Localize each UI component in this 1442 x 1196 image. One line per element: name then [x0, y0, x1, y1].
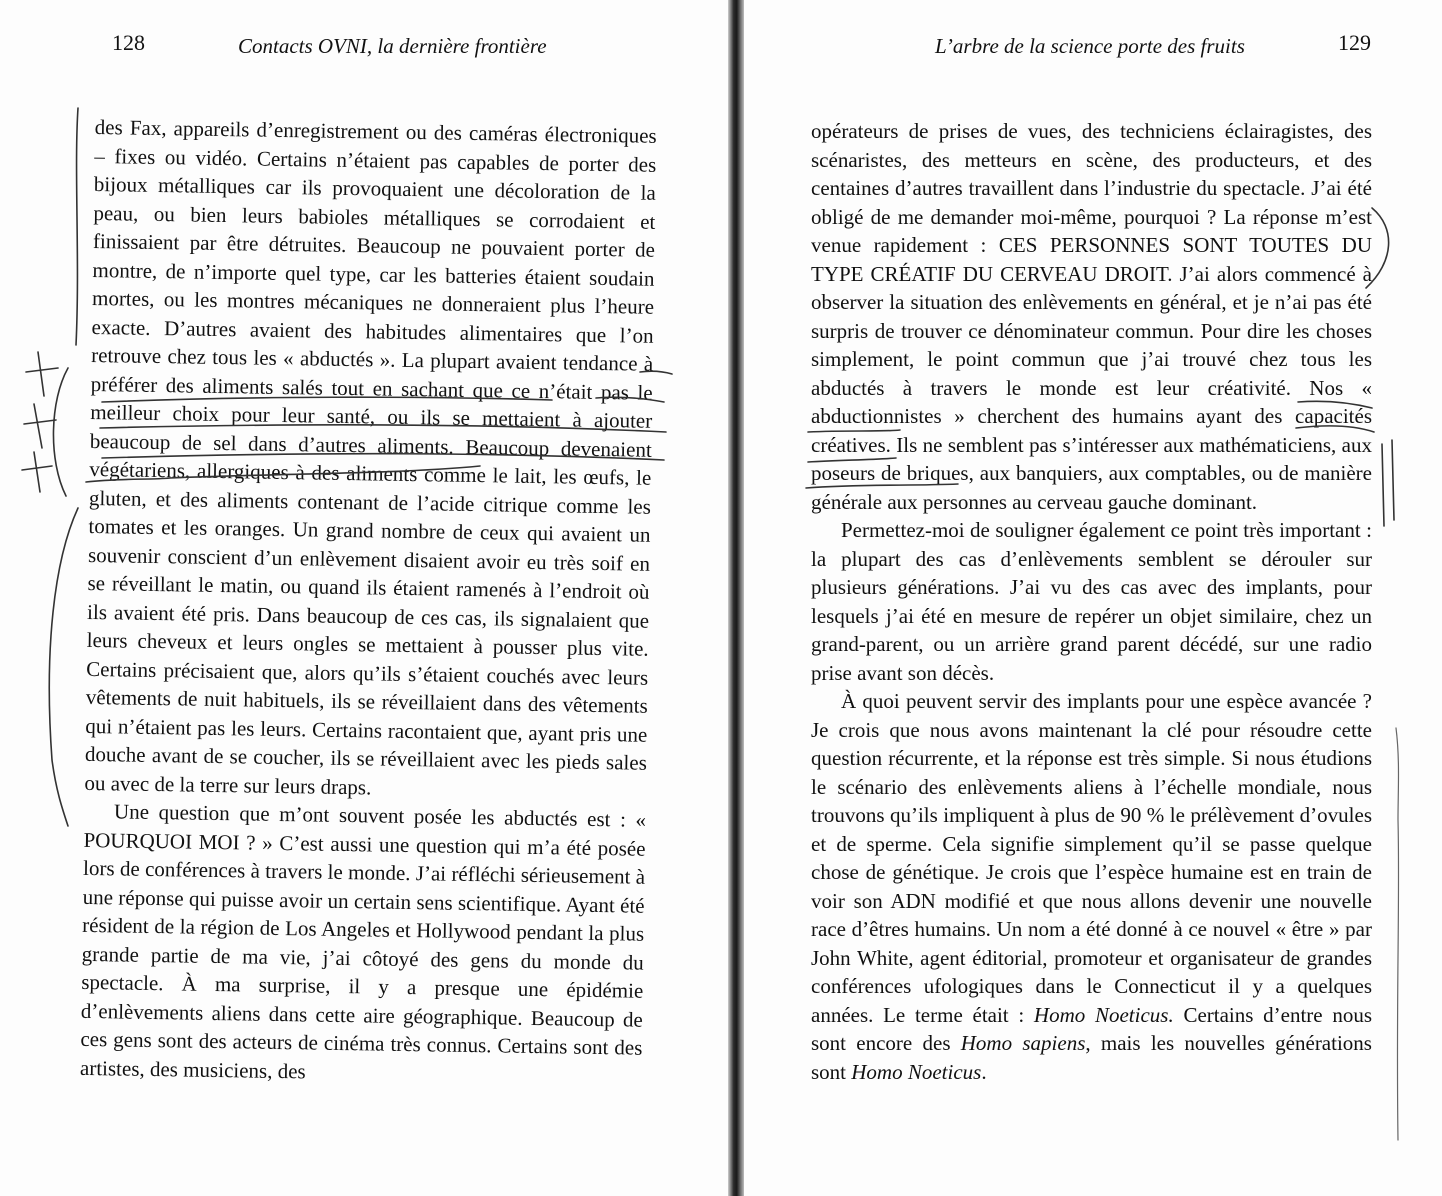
- paragraph-text: .: [981, 1059, 987, 1084]
- paragraph-text: À quoi peuvent servir des implants pour une espèce avancée ? Je crois que nous avons maintenant la clé pour résoudre cette question récurrente, et la réponse est très simple. Si nous étudions le scénario des enlèvements aliens à l’échelle mondiale, nous trouvons qu’ils impliquent à plus de 90 % le prélèvement d’ovules et de sperme. Cela signifie simplement qu’il se passe quelque chose de génétique. Je crois que l’espèce humaine est en train de voir son ADN modifié et que nous allons devenir une nouvelle race d’êtres humains. Un nom a été donné à ce nouvel « être » par John White, agent éditorial, promoteur et organisateur de grandes conférences ufologiques dans le Connecticut il y a quelques années. Le terme était :: [811, 689, 1372, 1027]
- paragraph-text: , mais les nouvelles générations sont: [811, 1031, 1372, 1084]
- paragraph-text: Certains d’entre nous sont encore des: [811, 1002, 1372, 1055]
- book-gutter: [728, 0, 744, 1196]
- right-page: [744, 0, 1442, 1196]
- running-head: Contacts OVNI, la dernière frontière: [238, 34, 547, 58]
- paragraph: Une question que m’ont souvent posée les abductés est : « POURQUOI MOI ? » C’est aussi une question qui m’a été posée lors de conférences à travers le monde. J’ai réfléchi sérieusement à une réponse qui puisse avoir un certain sens scientifique. Ayant été résident de la région de Los Angeles et Hollywood pendant la plus grande partie de ma vie, j’ai côtoyé des gens du monde du spectacle. À ma surprise, il y a presque une épidémie d’enlèvements aliens dans cette aire géographique. Beaucoup de ces gens sont des acteurs de cinéma très connus. Certains sont des artistes, des musiciens, des: [79, 799, 647, 1083]
- right-page-body: [811, 117, 1372, 1086]
- page-number: 128: [112, 30, 145, 55]
- paragraph: des Fax, appareils d’enregistrement ou des caméras électroniques – fixes ou vidéo. Certains n’étaient pas capables de porter des bijoux métalliques car ils provoquaient une décoloration de la peau, ou bien leurs babioles métalliques se corrodaient et finissaient par être détruites. Beaucoup ne pouvaient porter de montre, de n’importe quel type, car les batteries étaient soudain mortes, ou les montres mécaniques ne donneraient plus l’heure exacte. D’autres avaient des habitudes alimentaires que l’on retrouve chez tous les « abductés ». La plupart avaient tendance à préférer des aliments salés tout en sachant que ce n’était pas le meilleur choix pour leur santé, ou ils se mettaient à ajouter beaucoup de sel dans d’autres aliments. Beaucoup devenaient végétariens, allergiques à des aliments comme le lait, les œufs, le gluten, et des aliments contenant de l’acide citrique comme les tomates et les oranges. Un grand nombre de ceux qui avaient un souvenir conscient d’un enlèvement disaient avoir eu très soif en se réveillant le matin, ou quand ils étaient ramenés à l’endroit où ils avaient été pris. Dans beaucoup de ces cas, ils signalaient que leurs cheveux et leurs ongles se mettaient à pousser plus vite. Certains précisaient que, alors qu’ils s’étaient couchés avec leurs vêtements de nuit habituels, ils se réveillaient dans des vêtements qui n’étaient pas les leurs. Certains racontaient que, ayant pris une douche avant de se coucher, ils se réveillaient avec les pieds sales ou avec de la terre sur leurs draps.: [84, 114, 657, 799]
- running-head: L’arbre de la science porte des fruits: [935, 34, 1245, 58]
- paragraph: [811, 687, 1372, 1086]
- paragraph: Permettez-moi de souligner également ce point très important : la plupart des cas d’enlèvements semblent se dérouler sur plusieurs générations. J’ai vu des cas avec des implants, pour lesquels j’ai été en mesure de repérer un objet similaire, chez un grand-parent, ou un arrière grand parent décédé, sur une radio prise avant son décès.: [811, 518, 1372, 685]
- page-number: 129: [1338, 30, 1371, 55]
- term-homo-noeticus: Homo Noeticus.: [1033, 1002, 1174, 1027]
- term-homo-sapiens: Homo sapiens: [960, 1031, 1086, 1055]
- left-page-body: [80, 113, 657, 1091]
- paragraph: opérateurs de prises de vues, des techniciens éclairagistes, des scénaristes, des metteurs en scène, des producteurs, et des centaines d’autres travaillent dans l’industrie du spectacle. J’ai été obligé de me demander moi-même, pourquoi ? La réponse m’est venue rapidement : CES PERSONNES SONT TOUTES DU TYPE CRÉATIF DU CERVEAU DROIT. J’ai alors commencé à observer la situation des enlèvements en général, et je n’ai pas été surpris de trouver ce dénominateur commun. Pour dire les choses simplement, le point commun que j’ai trouvé chez tous les abductés à travers le monde est leur créativité. Nos « abductionnistes » cherchent des humains ayant des capacités créatives. Ils ne semblent pas s’intéresser aux mathématiciens, aux poseurs de briques, aux banquiers, aux comptables, ou de manière générale aux personnes au cerveau gauche dominant.: [811, 119, 1372, 514]
- term-homo-noeticus: Homo Noeticus: [851, 1059, 982, 1084]
